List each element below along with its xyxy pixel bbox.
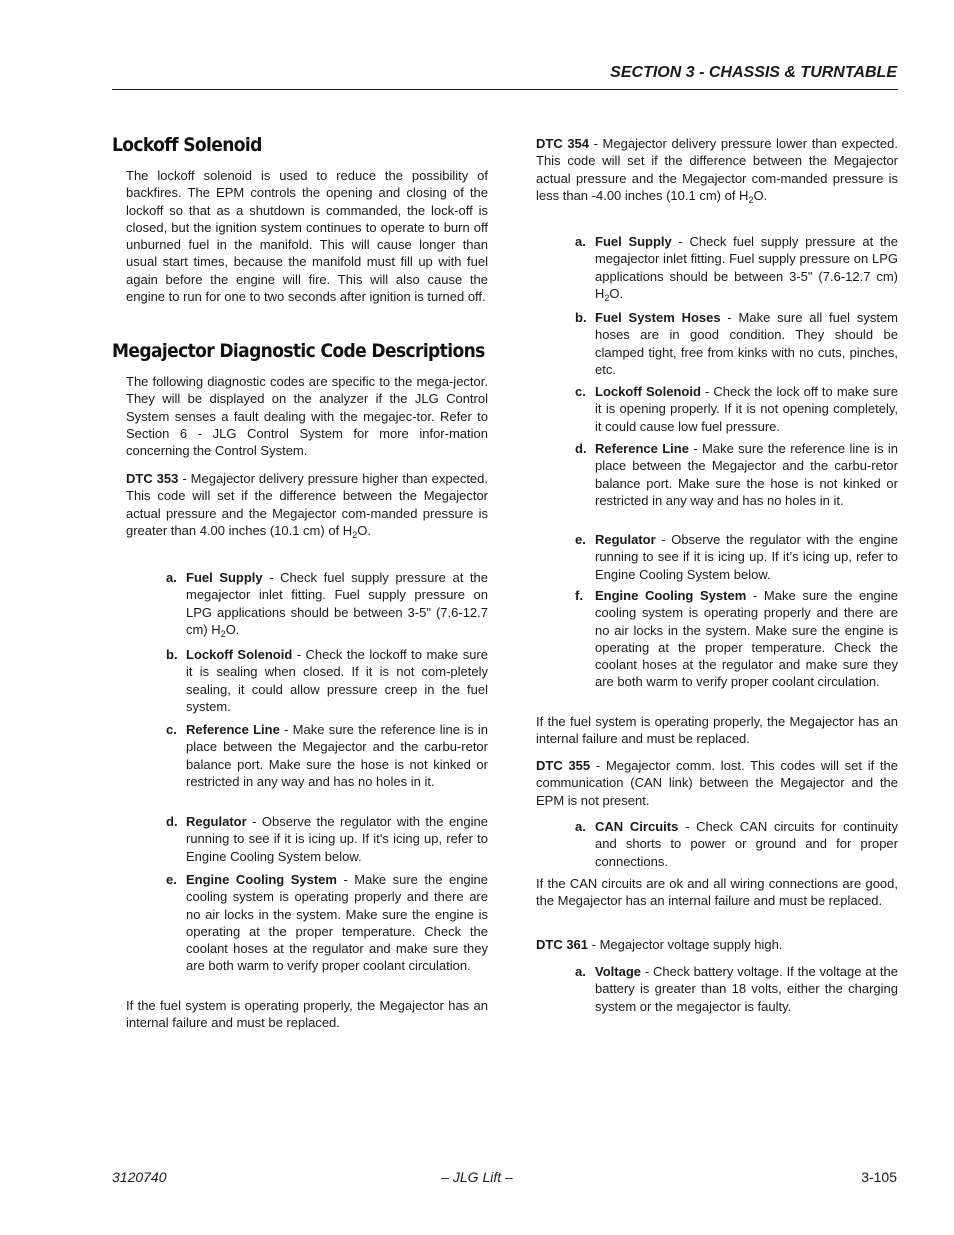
- footer-center: – JLG Lift –: [441, 1169, 513, 1185]
- list-item: a. Fuel Supply - Check fuel supply pressure at the megajector inlet fitting. Fuel supply pressure on LPG applications should be between 3-5" (7.6-12.7 cm) $H_2O$.: [166, 570, 488, 639]
- heading-megajector-codes: Megajector Diagnostic Code Descriptions: [112, 340, 485, 362]
- list-item: b. Fuel System Hoses - Make sure all fuel system hoses are in good condition. They should be clamped tight, free from kinks with no cuts, pinches, etc.: [575, 310, 898, 377]
- lockoff-paragraph: The lockoff solenoid is used to reduce the possibility of backfires. The EPM controls the opening and closing of the lockoff so that as a shutdown is commanded, the lock-off is closed, but the ignition system continues to operate to burn off unburned fuel in the manifold. This will cause longer than usual start times, because the manifold must fill up with fuel again before the engine will fire. This will also cause the engine to run for one to two seconds after ignition is turned off.: [126, 168, 488, 305]
- list-item: b. Lockoff Solenoid - Check the lockoff to make sure it is sealing when closed. If it is not com-pletely sealing, it could allow pressure creep in the fuel system.: [166, 647, 488, 714]
- header-rule: [112, 89, 898, 90]
- list-item: a. CAN Circuits - Check CAN circuits for continuity and shorts to power or ground and for proper connections.: [575, 819, 898, 869]
- dtc-361-paragraph: DTC 361 - Megajector voltage supply high.: [536, 937, 783, 952]
- list-item: a. Fuel Supply - Check fuel supply pressure at the megajector inlet fitting. Fuel supply pressure on LPG applications should be between 3-5" (7.6-12.7 cm) $H_2O$.: [575, 234, 898, 303]
- dtc-355-code: DTC 355: [536, 758, 591, 773]
- left-closing-paragraph: If the fuel system is operating properly, the Megajector has an internal failure and must be replaced.: [126, 998, 488, 1031]
- footer-doc-number: 3120740: [112, 1169, 167, 1185]
- list-item: e. Engine Cooling System - Make sure the engine cooling system is operating properly and there are no air locks in the system. Make sure the engine is operating at the proper temperature. Check the coolant hoses at the regulator and make sure they are both warm to verify proper coolant circulation.: [166, 872, 488, 974]
- list-item: a. Voltage - Check battery voltage. If the voltage at the battery is greater than 18 volts, either the charging system or the megajector is faulty.: [575, 964, 898, 1014]
- section-header: SECTION 3 - CHASSIS & TURNTABLE: [610, 64, 897, 81]
- can-circuits-paragraph: If the CAN circuits are ok and all wiring connections are good, the Megajector has an internal failure and must be replaced.: [536, 876, 898, 909]
- list-item: e. Regulator - Observe the regulator with the engine running to see if it is icing up. If it’s icing up, refer to Engine Cooling System below.: [575, 532, 898, 582]
- list-item: f. Engine Cooling System - Make sure the engine cooling system is operating properly and there are no air locks in the system. Make sure the engine is operating at the proper temperature. Check the coolant hoses at the regulator and make sure they are both warm to verify proper coolant circulation.: [575, 588, 899, 690]
- heading-lockoff-solenoid: Lockoff Solenoid: [112, 134, 262, 156]
- list-item: c. Lockoff Solenoid - Check the lock off to make sure it is opening properly. If it is not opening completely, it could cause low fuel pressure.: [575, 384, 898, 434]
- list-item: d. Regulator - Observe the regulator with the engine running to see if it is icing up. If it’s icing up, refer to Engine Cooling System below.: [166, 814, 488, 864]
- dtc-355-paragraph: DTC 355 - Megajector comm. lost. This codes will set if the communication (CAN link) between the Megajector and the EPM is not present.: [536, 758, 898, 808]
- footer-page-number: 3-105: [861, 1169, 897, 1185]
- dtc-354-paragraph: DTC 354 - Megajector delivery pressure lower than expected. This code will set if the difference between the Megajector actual pressure and the Megajector com-manded pressure is less than -4.00 inches (10.1 cm) of $H_2O$.: [536, 136, 898, 205]
- megajector-intro-paragraph: The following diagnostic codes are specific to the mega-jector. They will be displayed on the analyzer if the JLG Control System senses a fault dealing with the megajec-tor. Refer to Section 6 - JLG Control System for more infor-mation concerning the Control System.: [126, 374, 488, 459]
- list-item: d. Reference Line - Make sure the reference line is in place between the Megajector and the carbu-retor balance port. Make sure the hose is not kinked or restricted in any way and has no holes in it.: [575, 441, 898, 508]
- list-item: c. Reference Line - Make sure the reference line is in place between the Megajector and the carbu-retor balance port. Make sure the hose is not kinked or restricted in any way and has no holes in it.: [166, 722, 488, 789]
- dtc-353-paragraph: DTC 353 - Megajector delivery pressure higher than expected. This code will set if the difference between the Megajector actual pressure and the Megajector com-manded pressure is greater than 4.00 inches (10.1 cm) of $H_2O$.: [126, 471, 488, 540]
- dtc-361-code: DTC 361: [536, 937, 589, 952]
- right-fuel-paragraph: If the fuel system is operating properly, the Megajector has an internal failure and must be replaced.: [536, 714, 898, 747]
- dtc-353-code: DTC 353: [126, 471, 179, 486]
- dtc-354-code: DTC 354: [536, 136, 590, 151]
